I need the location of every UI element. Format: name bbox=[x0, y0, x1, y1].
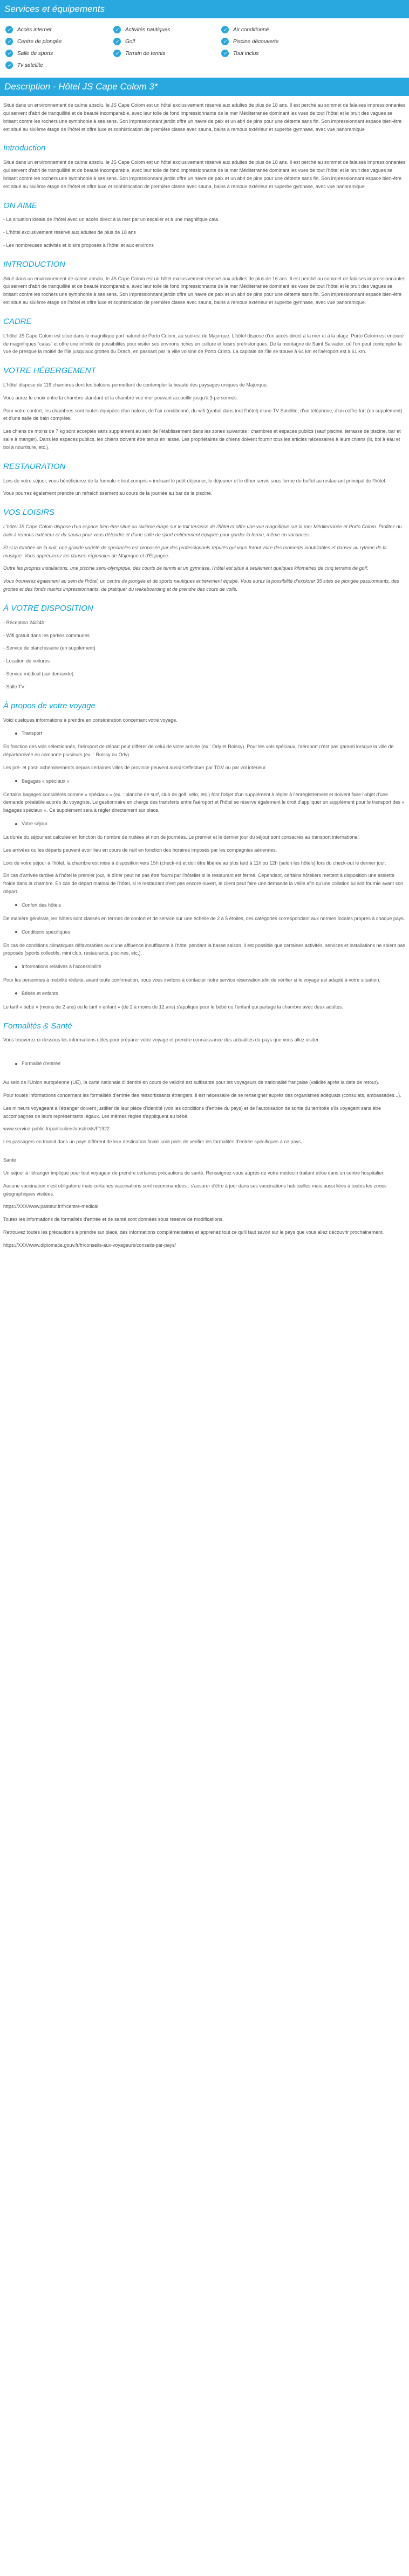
paragraph: La durée du séjour est calculée en fonction du nombre de nuitées et non de journées. Le premier et le dernier jour du séjour sont consacrés au transport international. bbox=[3, 834, 360, 840]
paragraph: Au sein de l'Union européenne (UE), la carte nationale d'identité en cours de validité est suffisante pour les voyageurs de nationalité française (validité après la date de retour). bbox=[3, 1080, 379, 1086]
bullet-item: Conditions spécifiques bbox=[15, 928, 406, 936]
paragraph: Vous aurez le choix entre la chambre standard et la chambre vue mer pouvant accueillir jusqu'à 3 personnes. bbox=[3, 395, 238, 400]
section-heading: VOTRE HÉBERGEMENT bbox=[3, 366, 96, 376]
paragraph: De manière générale, les hôtels sont classés en termes de confort et de service sur une échelle de 2 à 5 étoiles, ces catégories correspondant aux normes locales propres à chaque pays. bbox=[3, 915, 405, 921]
service-clim: ✓ Air conditionné bbox=[221, 26, 329, 33]
diver-icon: ✓ bbox=[5, 38, 13, 45]
paragraph: - La situation idéale de l'hôtel avec un accès direct à la mer par un escalier et à une magnifique cala. bbox=[3, 217, 220, 223]
paragraph: Voici quelques informations à prendre en considération concernant votre voyage. bbox=[3, 717, 178, 723]
paragraph: Pour les personnes à mobilité réduite, avant toute confirmation, nous vous invitons à contacter notre service réservation afin de vérifier si le voyage est adapté à votre situation. bbox=[3, 977, 380, 983]
paragraph: - Wifi gratuit dans les parties communes bbox=[3, 632, 90, 638]
paragraph: Certains bagages considérés comme « spéciaux » (ex. : planche de surf, club de golf, vélo, etc.) font l'objet d'un supplément à régler à l'enregistrement et doivent faire l'objet d'une demande préalable auprès du voyagiste. Le gestionnaire en charge des transferts entre l'aéroport et l'hôtel se réserve également le droit d'appliquer un supplément pour le transport des « bagages spéciaux ». Ce supplément sera à régler directement sur place. bbox=[3, 791, 405, 813]
all-inclusive-icon: ✓ bbox=[221, 50, 229, 57]
tv-icon: ✓ bbox=[5, 61, 13, 69]
paragraph: Vous trouverez également au sein de l'hôtel, un centre de plongée et de sports nautiques entièrement équipé. Vous aurez la possibilité d'explorer 35 sites de plongée passionnants, des grottes et des fonds marins impressionnants, de pratiquer du wakeboarding et de prendre des cours de voile. bbox=[3, 578, 399, 592]
dumbbell-icon: ✓ bbox=[5, 50, 13, 57]
paragraph: Outre les propres installations, une piscine semi-olympique, des courts de tennis et un gymnase, l'hôtel est situé à seulement quelques kilomètres de cinq terrains de golf. bbox=[3, 565, 369, 571]
paragraph: Toutes les informations de formalités d'entrée et de santé sont données sous réserve de modifications. bbox=[3, 1217, 224, 1223]
tennis-icon: ✓ bbox=[113, 50, 121, 57]
service-golf: ✓ Golf bbox=[113, 38, 221, 45]
paragraph: Pour votre confort, les chambres sont toutes équipées d'un balcon, de l'air conditionné, du wifi (gratuit dans tout l'hôtel) d'une TV Satellite, d'un téléphone, d'un coffre-fort (en supplément) et d'une salle de bain complète. bbox=[3, 408, 403, 422]
paragraph: En fonction des vols sélectionnés, l'aéroport de départ peut différer de celui de votre arrivée (ex : Orly et Roissy). Pour les vols spéciaux, l'aéroport n'est pas garanti lorsque la ville de départ/arrivée en comporte plusieurs (ex. : Roissy ou Orly). bbox=[3, 744, 394, 758]
paragraph: - Location de voitures bbox=[3, 658, 50, 664]
paragraph: En cas de conditions climatiques défavorables ou d'une affluence insuffisante à l'hôtel pendant la basse saison, il est possible que certaines activités, services et installations ne soient pas proposés (sports collectifs, mini club, restaurants, piscines, etc.). bbox=[3, 942, 406, 956]
bullet-item: Confort des hôtels bbox=[15, 901, 406, 909]
service-sport: ✓ Salle de sports bbox=[5, 50, 113, 57]
paragraph: Les passagers en transit dans un pays différent de leur destination finale sont priés de vérifier les formalités d'entrée spécifiques à ce pays. bbox=[3, 1139, 302, 1145]
section-heading: CADRE bbox=[3, 316, 32, 326]
paragraph: Les mineurs voyageant à l'étranger doivent justifier de leur pièce d'identité (voir les conditions d'entrée du pays) et de l'autorisation de sortie du territoire s'ils voyagent sans être accompagnés de leurs représentants légaux. Les mêmes règles s'appliquent au bébé. bbox=[3, 1105, 381, 1119]
paragraph: Un séjour à l'étranger implique pour tout voyageur de prendre certaines précautions de santé. Renseignez-vous auprès de votre médecin traitant et/ou dans un centre hospitalier. bbox=[3, 1170, 385, 1176]
paragraph: Retrouvez toutes les précautions à prendre sur place, des informations complémentaires et apprenez tout ce qu'il faut savoir sur le pays que vous allez découvrir prochainement. bbox=[3, 1230, 384, 1235]
section-heading: VOS LOISIRS bbox=[3, 508, 55, 517]
paragraph: Vous trouverez ci-dessous les informations utiles pour préparer votre voyage et prendre connaissance des actualités du pays que vous allez visiter. bbox=[3, 1037, 320, 1043]
link-text[interactable]: www.service-public.fr/particuliers/vosdroits/F1922 bbox=[3, 1126, 110, 1132]
section-heading: Introduction bbox=[3, 143, 46, 153]
paragraph: Les pré- et post- acheminements depuis certaines villes de province peuvent aussi s'effectuer par TGV ou par vol intérieur. bbox=[3, 764, 267, 770]
services-grid bbox=[0, 18, 409, 78]
services-header: Services et équipements bbox=[0, 0, 409, 18]
paragraph: Situé dans un environnement de calme absolu, le JS Cape Colom est un hôtel exclusivement réservé aux adultes de plus de 18 ans. Il est perché au sommet de falaises impressionnantes qui servent d'abri de tranquillité et de beauté incomparable, avec leur toile de fond impressionnante de la mer Méditerranée dominant les vues de tout l'hôtel et le bruit des vagues se brisant contre les rochers une symphonie à ses sens. Son impressionnant jardin offre un havre de paix et un abri de pins pour une détente sans fin. Son impressionnant espace bien-être est situé au sixième étage de l'hôtel et offre luxe et sophistication de première classe avec sauna, bains à remous extérieur et superbe gymnase, avec vue panoramique bbox=[3, 160, 406, 189]
paragraph: Les chiens de moins de 7 kg sont acceptés sans supplément au sein de l'établissement dans les zones suivantes : chambres et espaces publics (sauf piscine, terrasse de piscine, bar et salle à manger). Dans les espaces publics, les chiens doivent être tenus en laisse. Les propriétaires de chiens doivent fournir tous les articles nécessaires à leurs chiens (lit, bol à eau et bol à nourriture, etc.). bbox=[3, 429, 401, 450]
service-all-inclusive: ✓ Tout inclus bbox=[221, 50, 329, 57]
paragraph: Le tarif « bébé » (moins de 2 ans) ou le tarif « enfant » (de 2 à moins de 12 ans) s'applique pour le bébé ou l'enfant qui partage la chambre avec deux adultes. bbox=[3, 1004, 343, 1010]
service-internet: ✓ Accès internet bbox=[5, 26, 113, 33]
snowflake-icon: ✓ bbox=[221, 26, 229, 33]
paragraph: L'hôtel JS Cape Colom dispose d'un espace bien-être situé au sixième étage sur le toit terrasse de l'hôtel et offre une vue magnifique sur la mer Méditerranée et Porto Colom. Profitez du bain à remous extérieur et du sauna pour vous détendre et d'une salle de sport entièrement équipée pour garder la forme, même en vacances. bbox=[3, 524, 402, 537]
service-tv: ✓ Tv satellite bbox=[5, 61, 113, 69]
paragraph: - Service médical (sur demande) bbox=[3, 671, 74, 677]
section-heading: ON AIME bbox=[3, 201, 37, 210]
link-text[interactable]: https://XXX/www.pasteur.fr/fr/centre-medical bbox=[3, 1204, 99, 1210]
intro-paragraph: Situé dans un environnement de calme absolu, le JS Cape Colom est un hôtel exclusivement réservé aux adultes de plus de 18 ans. Il est perché au sommet de falaises impressionnantes qui servent d'abri de tranquillité et de beauté incomparable, avec leur toile de fond impressionnante de la mer Méditerranée dominant les vues de tout l'hôtel et le bruit des vagues se brisant contre les rochers une symphonie à ses sens. Son impressionnant jardin offre un havre de paix et un abri de pins pour une détente sans fin. Son impressionnant espace bien-être est situé au sixième étage de l'hôtel et offre luxe et sophistication de première classe avec sauna, bains à remous extérieur et superbe gymnase, avec vue panoramique bbox=[3, 102, 406, 132]
paragraph: - Salle TV bbox=[3, 683, 25, 689]
section-heading: INTRODUCTION bbox=[3, 259, 65, 269]
bullet-item: Informations relatives à l'accessibilité bbox=[15, 963, 406, 971]
service-tennis: ✓ Terrain de tennis bbox=[113, 50, 221, 57]
paragraph: Pour toutes informations concernant les formalités d'entrée des ressortissants étrangers, il est nécessaire de se renseigner auprès des organismes adéquats (consulats, ambassades...). bbox=[3, 1092, 401, 1098]
paragraph: - L'hôtel exclusivement réservé aux adultes de plus de 18 ans bbox=[3, 230, 136, 236]
service-nautique: ✓ Activités nautiques bbox=[113, 26, 221, 33]
description-header: Description - Hôtel JS Cape Colom 3* bbox=[0, 78, 409, 96]
paragraph: Les arrivées ou les départs peuvent avoir lieu en cours de nuit en fonction des horaires imposés par les compagnies aériennes. bbox=[3, 847, 277, 853]
paragraph: Et si la tombée de la nuit, une grande variété de spectacles est proposée par des professionnels réputés qui vous feront vivre des moments inoubliables et danser au rythme de la musique. Vous apprécierez les danses régionales de Majorque et d'Espagne. bbox=[3, 544, 387, 558]
paragraph: L'hôtel JS Cape Colom est situé dans le magnifique port naturel de Porto Colom, au sud-est de Majorque. L'hôtel dispose d'un accès direct à la mer et à la plage. Porto Colom est entouré de magnifiques "calas" et offre une infinité de possibilités pour visiter ses environs riches en culture et loisirs préhistoriques. De la montagne de Saint Salvador, où l'on peut contempler la vue de presque la moitié de l'île jusqu'aux grottes du Drach, en passant par la ville voisine de Porto Cristo. La capitale de l'île se trouve à 64 km et l'aéroport est à 61 km. bbox=[3, 333, 404, 355]
sante-heading: Formalités & Santé bbox=[3, 1021, 72, 1031]
bullet-item: Formalité d'entrée bbox=[15, 1060, 406, 1068]
subheading: Santé bbox=[3, 1157, 16, 1163]
paragraph: Lors de votre séjour à l'hôtel, la chambre est mise à disposition vers 15h (check-in) et doit être libérée au plus tard à 11h ou 12h (selon les hôtels) lors du check-out le dernier jour. bbox=[3, 860, 386, 866]
bullet-item: Bagages « spéciaux » bbox=[15, 777, 406, 785]
golf-icon: ✓ bbox=[113, 38, 121, 45]
paragraph: - Réception 24/24h bbox=[3, 619, 45, 625]
paragraph: Vous pourrez également prendre un rafraîchissement au cours de la journée au bar de la piscine. bbox=[3, 491, 213, 496]
link-text[interactable]: https://XXX/www.diplomatie.gouv.fr/fr/conseils-aux-voyageurs/conseils-par-pays/ bbox=[3, 1242, 176, 1248]
paragraph: - Les nombreuses activités et loisirs proposés à l'hôtel et aux environs bbox=[3, 242, 154, 248]
paragraph: - Service de blanchisserie (en supplément) bbox=[3, 645, 96, 651]
wifi-icon: ✓ bbox=[5, 26, 13, 33]
wave-icon: ✓ bbox=[113, 26, 121, 33]
paragraph: L'hôtel dispose de 119 chambres dont les balcons permettent de contempler la beauté des paysages uniques de Majorque. bbox=[3, 382, 268, 388]
service-plongee: ✓ Centre de plongée bbox=[5, 38, 113, 45]
bullet-item: Bébés et enfants bbox=[15, 990, 406, 998]
page bbox=[0, 0, 409, 1260]
bullet-item: Votre séjour bbox=[15, 820, 406, 828]
description-content bbox=[0, 96, 409, 1260]
section-heading: RESTAURATION bbox=[3, 461, 66, 471]
service-piscine: ✓ Piscine découverte bbox=[221, 38, 329, 45]
paragraph: Lors de votre séjour, vous bénéficierez de la formule « tout compris » incluant le petit-déjeuner, le déjeuner et le dîner servis sous forme de buffet au restaurant principal de l'hôtel. bbox=[3, 478, 386, 484]
paragraph: Aucune vaccination n'est obligatoire mais certaines vaccinations sont recommandées : s'assurer d'être à jour dans ses vaccinations habituelles mais aussi liées à toutes les zones géographiques visitées. bbox=[3, 1183, 387, 1197]
bullet-item: Transport bbox=[15, 729, 406, 737]
paragraph: Situé dans un environnement de calme absolu, le JS Cape Colom est un hôtel exclusivement réservé aux adultes de plus de 16 ans. Il est perché au sommet de falaises impressionnantes qui servent d'abri de tranquillité et de beauté incomparable, avec leur toile de fond impressionnante de la mer Méditerranée dominant les vues de tout l'hôtel et le bruit des vagues se brisant contre les rochers une symphonie à ses sens. Son impressionnant jardin offre un havre de paix et un abri de pins pour une détente sans fin. Son impressionnant espace bien-être est situé au sixième étage de l'hôtel et offre luxe et sophistication de première classe avec sauna, bains à remous extérieur et superbe gymnase, avec vue panoramique. bbox=[3, 275, 406, 306]
section-heading: À VOTRE DISPOSITION bbox=[3, 603, 93, 613]
about-heading: À propos de votre voyage bbox=[3, 701, 96, 710]
pool-icon: ✓ bbox=[221, 38, 229, 45]
paragraph: En cas d'arrivée tardive à l'hôtel le premier jour, le dîner peut ne pas être fourni par l'hôtelier si le restaurant est fermé. Cependant, certains hôteliers mettent à disposition une assiette froide dans la chambre. En cas de départ matinal de l'hôtel, si le restaurant n'est pas encore ouvert, le client peut faire une demande la veille afin qu'une collation lui soit fournie avant son départ. bbox=[3, 873, 404, 895]
